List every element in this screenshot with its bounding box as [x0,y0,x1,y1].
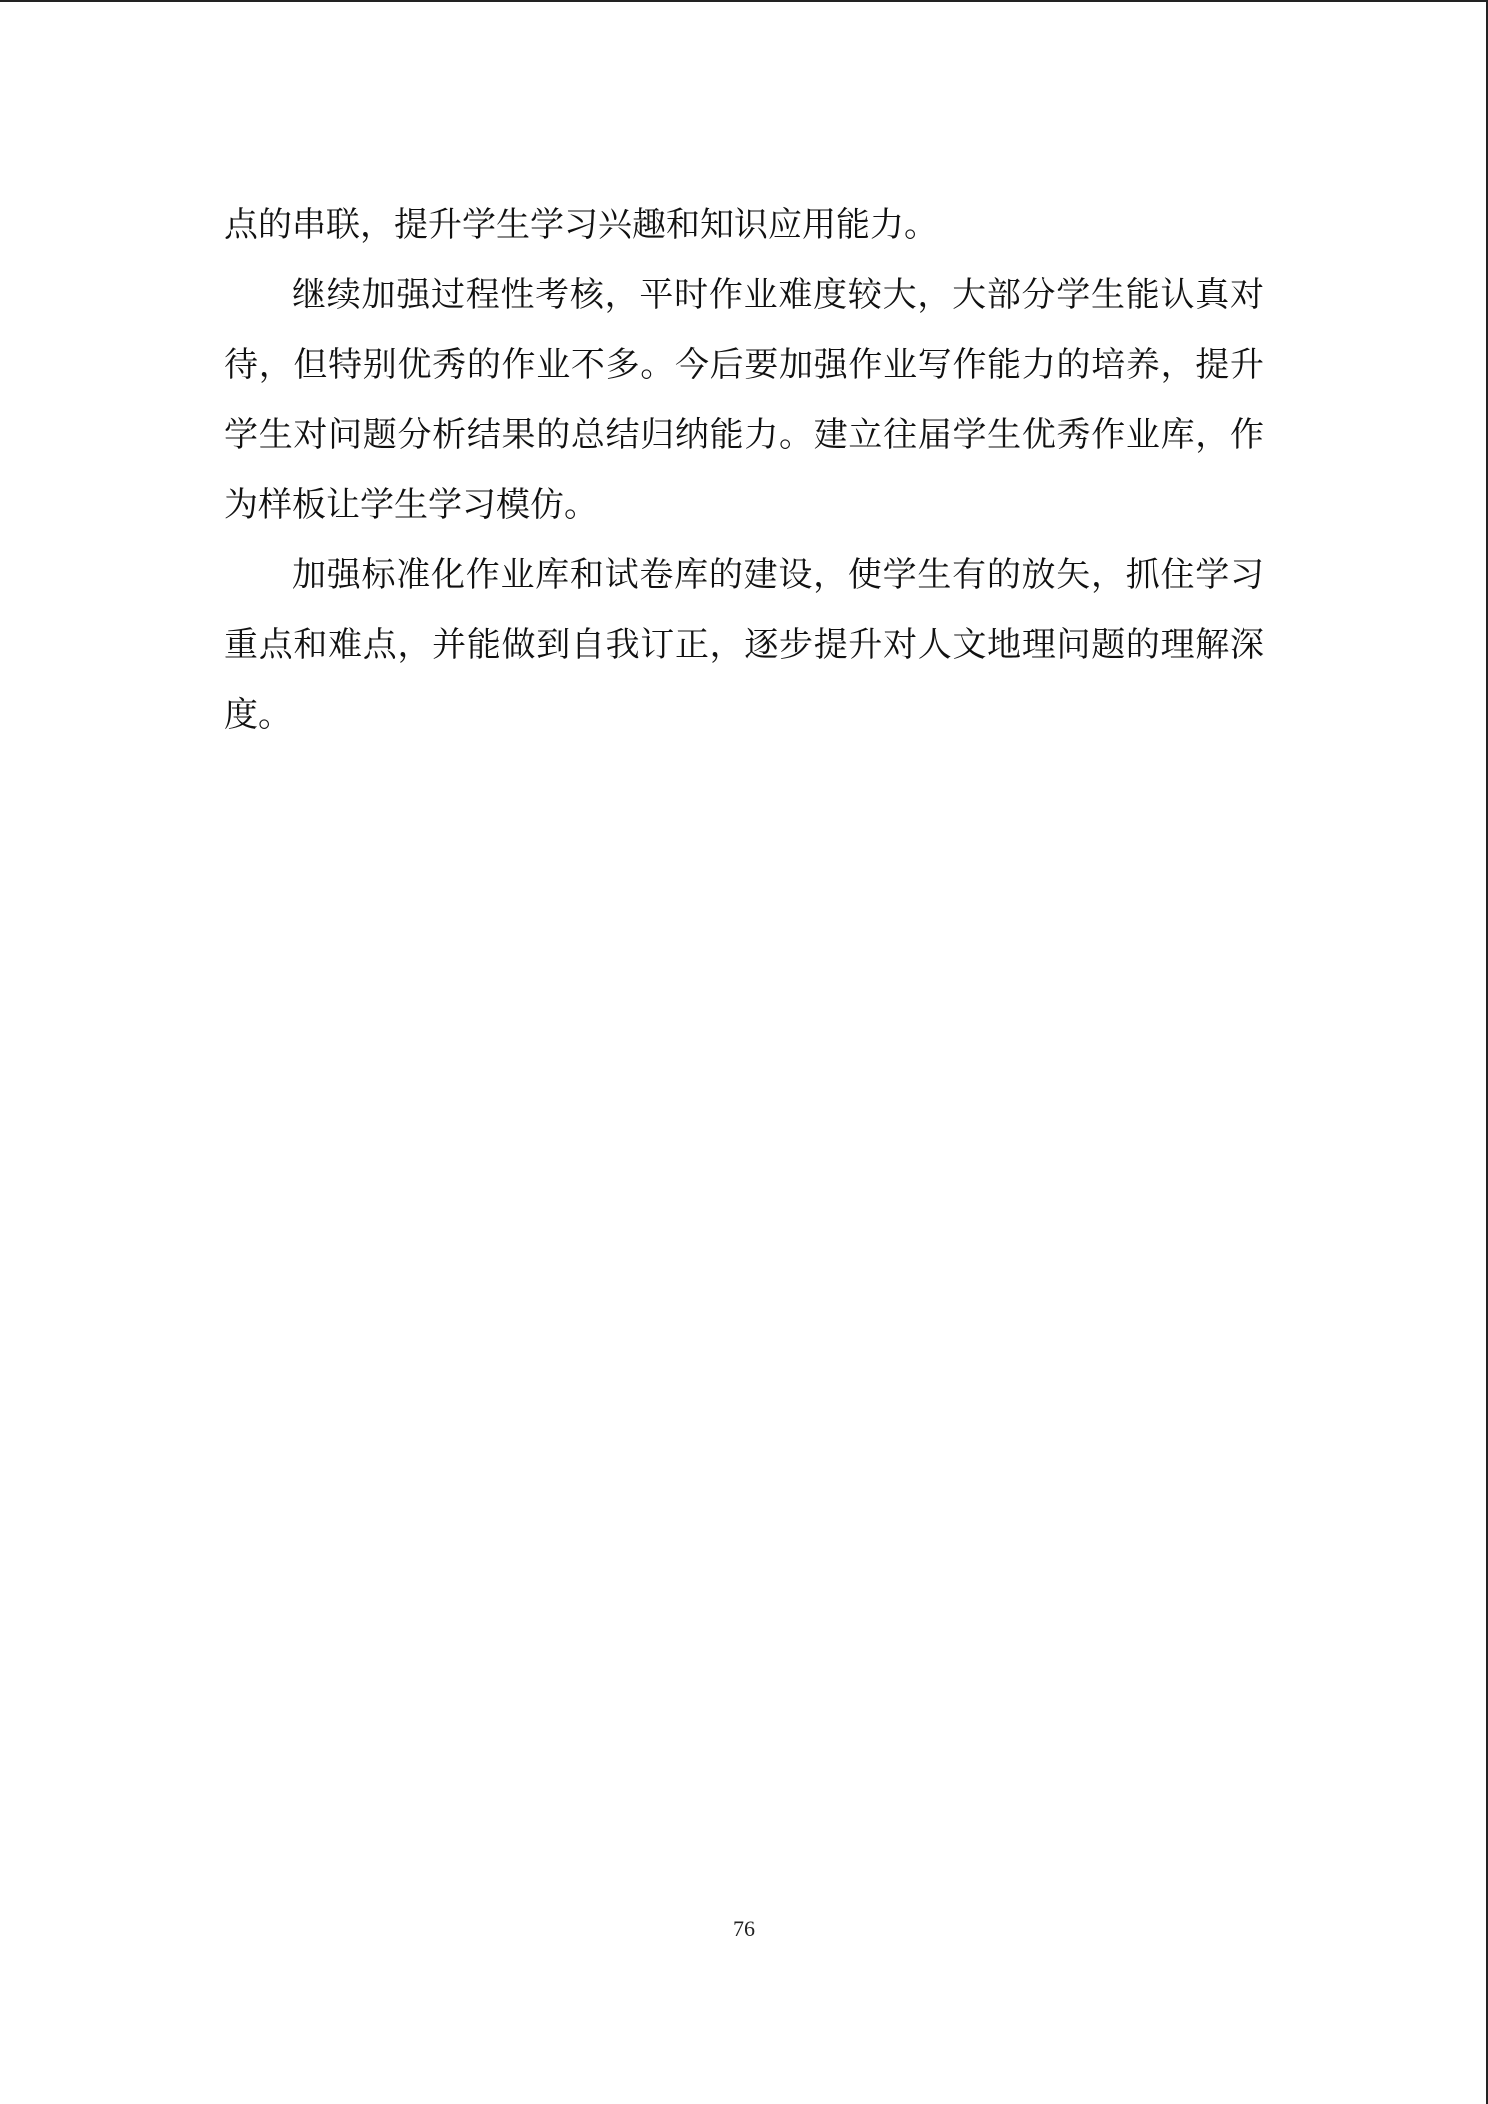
body-text [224,190,1264,750]
page-number: 76 [733,1916,755,1941]
paragraph-continuation: 点的串联，提升学生学习兴趣和知识应用能力。 [224,205,938,245]
paragraph-process-assessment: 继续加强过程性考核，平时作业难度较大，大部分学生能认真对待，但特别优秀的作业不多。今后要加强作业写作能力的培养，提升学生对问题分析结果的总结归纳能力。建立往届学生优秀作业库，作为样板让学生学习模仿。 [224,275,1264,525]
paragraph-standardized-bank: 加强标准化作业库和试卷库的建设，使学生有的放矢，抓住学习重点和难点，并能做到自我订正，逐步提升对人文地理问题的理解深度。 [224,555,1264,735]
